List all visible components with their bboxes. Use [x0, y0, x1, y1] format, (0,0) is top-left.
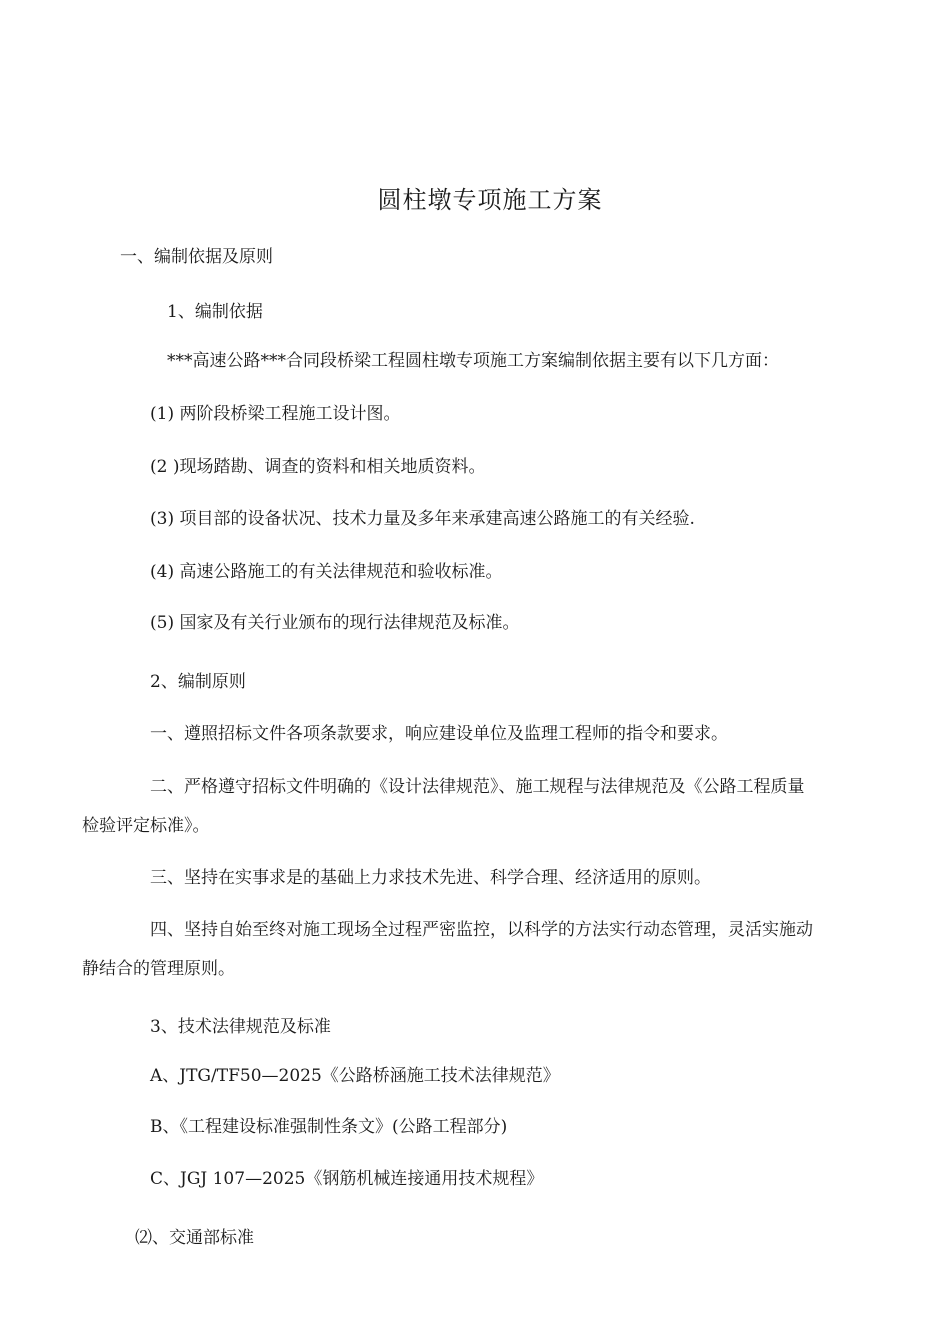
principle-paragraph: 二、严格遵守招标文件明确的《设计法律规范》、施工规程与法律规范及《公路工程质量 [150, 777, 805, 797]
principle-paragraph: 一、遵照招标文件各项条款要求，响应建设单位及监理工程师的指令和要求。 [150, 724, 728, 744]
basis-item: (4) 高速公路施工的有关法律规范和验收标准。 [150, 562, 503, 582]
principle-paragraph: 三、坚持在实事求是的基础上力求技术先进、科学合理、经济适用的原则。 [150, 868, 711, 888]
basis-item: (3) 项目部的设备状况、技术力量及多年来承建高速公路施工的有关经验. [150, 509, 695, 529]
subsection-heading: 2、编制原则 [150, 672, 246, 692]
standard-item: B、《工程建设标准强制性条文》(公路工程部分) [150, 1117, 508, 1137]
subsection-heading: 1、编制依据 [167, 302, 263, 322]
section-heading: 一、编制依据及原则 [120, 247, 273, 267]
basis-item: (1) 两阶段桥梁工程施工设计图。 [150, 404, 401, 424]
principle-paragraph-continuation: 静结合的管理原则。 [82, 959, 235, 979]
document-title: 圆柱墩专项施工方案 [377, 186, 603, 214]
subsection-heading: ⑵、交通部标准 [135, 1228, 254, 1248]
standard-item: A、JTG/TF50—2025《公路桥涵施工技术法律规范》 [150, 1066, 560, 1086]
standard-item: C、JGJ 107—2025《钢筋机械连接通用技术规程》 [150, 1169, 544, 1189]
basis-item: (5) 国家及有关行业颁布的现行法律规范及标准。 [150, 613, 520, 633]
principle-paragraph: 四、坚持自始至终对施工现场全过程严密监控，以科学的方法实行动态管理，灵活实施动 [150, 920, 813, 940]
basis-item: (2 )现场踏勘、调查的资料和相关地质资料。 [150, 457, 486, 477]
principle-paragraph-continuation: 检验评定标准》。 [82, 816, 210, 836]
subsection-heading: 3、技术法律规范及标准 [150, 1017, 331, 1037]
intro-paragraph: ***高速公路***合同段桥梁工程圆柱墩专项施工方案编制依据主要有以下几方面： [167, 351, 779, 371]
